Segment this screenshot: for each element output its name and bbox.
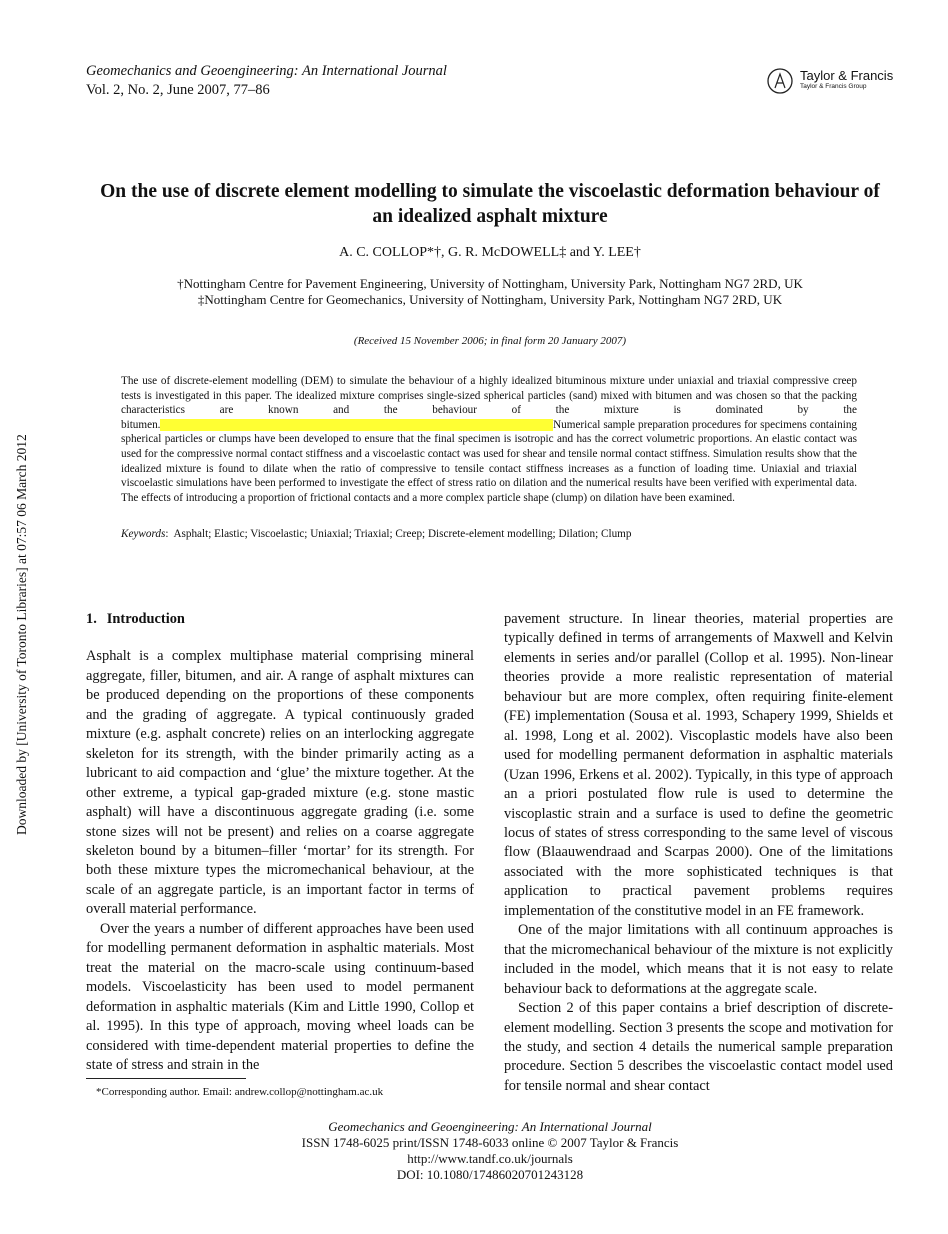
section-heading [86, 610, 474, 629]
affiliations [100, 276, 880, 308]
received-dates: (Received 15 November 2006; in final form 20 January 2007) [353, 335, 627, 347]
footer-doi: DOI: 10.1080/17486020701243128 [396, 1167, 584, 1182]
paper-title: On the use of discrete element modelling to simulate the viscoelastic deformation behaviour of an idealized asphalt mixture [100, 181, 880, 227]
publisher-group: Taylor & Francis Group [800, 83, 867, 90]
affiliation-2: ‡Nottingham Centre for Geomechanics, University of Nottingham, University Park, Nottingham NG7 2RD, UK [197, 292, 783, 307]
keywords-list: Asphalt; Elastic; Viscoelastic; Uniaxial; Triaxial; Creep; Discrete-element modelling; Dilation; Clump [173, 528, 632, 540]
body-paragraph: One of the major limitations with all continuum approaches is that the micromechanical behaviour of the mixture is not explicitly included in the model, which means that it is not easy to relate behaviour back to deformations at the aggregate scale. [504, 922, 893, 997]
body-column-left [86, 610, 474, 1075]
body-paragraph: Over the years a number of different approaches have been used for modelling permanent deformation in asphaltic materials. Most treat the material on the macro-scale using continuum-based models. Viscoelasticity has been used to model permanent deformation in asphaltic materials (Kim and Little 1990, Collop et al. 1995). In this type of approach, moving wheel loads can be considered with time-dependent material properties to define the state of stress and strain in the [86, 920, 474, 1073]
page-footer [100, 1119, 880, 1183]
abstract-part-1: The use of discrete-element modelling (DEM) to simulate the behaviour of a highly idealized bituminous mixture under uniaxial and triaxial compressive creep tests is investigated in this paper. The idealized mixture comprises single-sized spherical particles (sand) mixed with bitumen and was chosen so that the packing characteristics are known and the behaviour of the mixture is dominated by the bitumen. [121, 375, 857, 431]
publisher-logo [766, 66, 896, 96]
abstract-highlight [160, 419, 553, 431]
journal-volume: Vol. 2, No. 2, June 2007, 77–86 [86, 82, 270, 98]
keywords: Keywords: Asphalt; Elastic; Viscoelastic; Uniaxial; Triaxial; Creep; Discrete-element modelling; Dilation; Clump [121, 528, 632, 540]
body-paragraph: pavement structure. In linear theories, material properties are typically defined in terms of arrangements of Maxwell and Kelvin elements in series and/or parallel (Collop et al. 1995). Non-linear theories provide a more realistic representation of material behaviour but are more complex, often requiring finite-element (FE) implementation (Sousa et al. 1993, Schapery 1999, Shields et al. 1998, Long et al. 2002). Viscoplastic models have also been used for modelling permanent deformation in asphaltic materials (Uzan 1996, Erkens et al. 2002). Typically, in this type of approach an a priori postulated flow rule is used to determine the viscoplastic strain and a surface is used to define the geometric locus of states of stress corresponding to the same level of viscous flow (Blaauwendraad and Scarpas 2000). One of the limitations associated with the more sophisticated techniques is that application to practical pavement problems requires implementation of the constitutive model in an FE framework. [504, 611, 893, 919]
footnote-divider [86, 1078, 246, 1079]
section-number: 1. [86, 611, 97, 627]
body-column-right [504, 610, 893, 1096]
journal-title: Geomechanics and Geoengineering: An International Journal [86, 63, 447, 79]
corresponding-author-footnote: *Corresponding author. Email: andrew.collop@nottingham.ac.uk [96, 1086, 384, 1098]
footer-url[interactable]: http://www.tandf.co.uk/journals [407, 1151, 573, 1166]
journal-header [86, 62, 447, 100]
abstract-part-2: Numerical sample preparation procedures for specimens containing spherical particles or clumps have been developed to ensure that the final specimen is isotropic and has the correct volumetric proportions. An elastic contact was used for the compressive normal contact stiffness and a viscoelastic contact was used for shear and tensile normal contact stiffness. Simulation results show that the idealized mixture is found to dilate when the ratio of compressive to tensile contact stiffness increases as a function of loading time. Uniaxial and triaxial viscoelastic simulations have been performed to investigate the effect of stress ratio on dilation and the numerical results have been verified with experimental data. The effects of introducing a proportion of frictional contacts and a more complex particle shape (clump) on dilation have been examined. [121, 418, 858, 504]
section-title: Introduction [106, 611, 185, 627]
abstract [121, 374, 857, 505]
body-paragraph: Asphalt is a complex multiphase material comprising mineral aggregate, filler, bitumen, and air. A range of asphalt mixtures can be produced depending on the proportions of these components and the grading of aggregate. A typical continuously graded mixture (e.g. asphalt concrete) relies on an interlocking aggregate skeleton for its strength, with the binder primarily acting as a lubricant to aid compaction and ‘glue’ the mixture together. At the other extreme, a typical gap-graded mixture (e.g. stone mastic asphalt) will have a discontinuous aggregate grading (i.e. some stone sizes will not be present) and relies on a coarse aggregate skeleton bound by a bitumen–filler ‘mortar’ for its strength. For both these mixture types the micromechanical behaviour, at the scale of an aggregate particle, is an important factor in terms of overall material performance. [86, 648, 474, 918]
abstract-text [121, 374, 857, 505]
publisher-brand: Taylor & Francis [800, 68, 894, 83]
keywords-label: Keywords [121, 528, 166, 540]
affiliation-1: †Nottingham Centre for Pavement Engineering, University of Nottingham, University Park, Nottingham NG7 2RD, UK [177, 276, 803, 291]
author-list: A. C. COLLOP*†, G. R. McDOWELL‡ and Y. LEE† [339, 245, 641, 260]
footer-journal: Geomechanics and Geoengineering: An International Journal [328, 1119, 652, 1134]
publisher-emblem-icon [766, 66, 796, 96]
footer-issn: ISSN 1748-6025 print/ISSN 1748-6033 online © 2007 Taylor & Francis [301, 1135, 679, 1150]
body-paragraph: Section 2 of this paper contains a brief description of discrete-element modelling. Section 3 presents the scope and motivation for the study, and section 4 details the numerical sample preparation procedure. Section 5 describes the viscoelastic contact model used for tensile normal and shear contact [504, 1000, 893, 1094]
